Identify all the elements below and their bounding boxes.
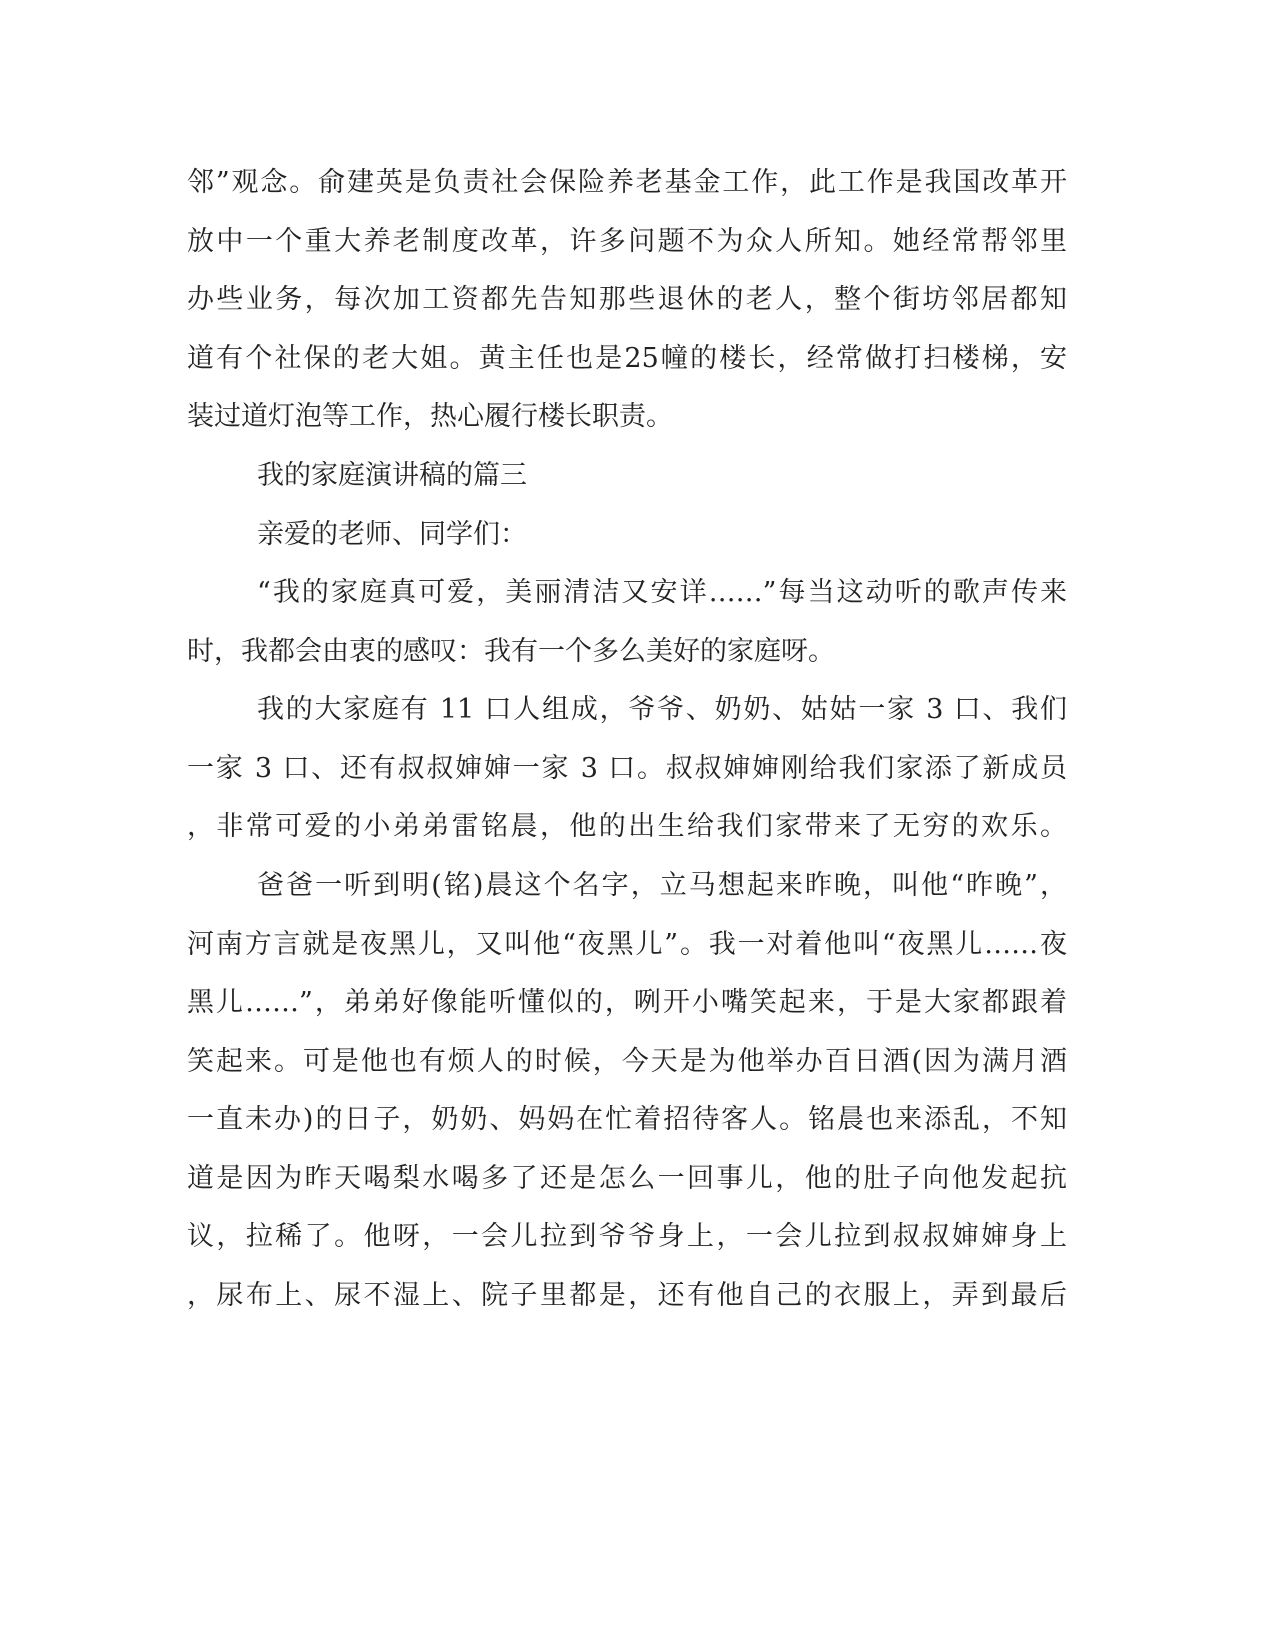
text-line: 笑起来。可是他也有烦人的时候，今天是为他举办百日酒(因为满月酒 (187, 1046, 1067, 1077)
text-line: ，尿布上、尿不湿上、院子里都是，还有他自己的衣服上，弄到最后 (187, 1280, 1067, 1311)
text-line: 黑儿……”，弟弟好像能听懂似的，咧开小嘴笑起来，于是大家都跟着 (187, 987, 1067, 1018)
text-line: 装过道灯泡等工作，热心履行楼长职责。 (187, 401, 673, 432)
text-line: “我的家庭真可爱，美丽清洁又安详……”每当这动听的歌声传来 (257, 577, 1067, 608)
text-line: ，非常可爱的小弟弟雷铭晨，他的出生给我们家带来了无穷的欢乐。 (187, 811, 1067, 842)
text-line: 我的大家庭有 11 口人组成，爷爷、奶奶、姑姑一家 3 口、我们 (257, 694, 1067, 725)
text-line: 爸爸一听到明(铭)晨这个名字，立马想起来昨晚，叫他“昨晚”， (257, 870, 1067, 901)
text-line: 道是因为昨天喝梨水喝多了还是怎么一回事儿，他的肚子向他发起抗 (187, 1163, 1067, 1194)
text-line: 放中一个重大养老制度改革，许多问题不为众人所知。她经常帮邻里 (187, 226, 1067, 257)
text-line: 邻”观念。俞建英是负责社会保险养老基金工作，此工作是我国改革开 (187, 167, 1067, 198)
text-line: 一直未办)的日子，奶奶、妈妈在忙着招待客人。铭晨也来添乱，不知 (187, 1104, 1067, 1135)
text-line: 道有个社保的老大姐。黄主任也是25幢的楼长，经常做打扫楼梯，安 (187, 343, 1067, 374)
text-line: 办些业务，每次加工资都先告知那些退休的老人，整个街坊邻居都知 (187, 284, 1067, 315)
text-line: 议，拉稀了。他呀，一会儿拉到爷爷身上，一会儿拉到叔叔婶婶身上 (187, 1221, 1067, 1252)
salutation: 亲爱的老师、同学们： (257, 519, 527, 550)
text-line: 河南方言就是夜黑儿，又叫他“夜黑儿”。我一对着他叫“夜黑儿……夜 (187, 929, 1067, 960)
text-line: 一家 3 口、还有叔叔婶婶一家 3 口。叔叔婶婶刚给我们家添了新成员 (187, 753, 1067, 784)
section-heading: 我的家庭演讲稿的篇三 (257, 460, 527, 491)
text-line: 时，我都会由衷的感叹：我有一个多么美好的家庭呀。 (187, 636, 835, 667)
